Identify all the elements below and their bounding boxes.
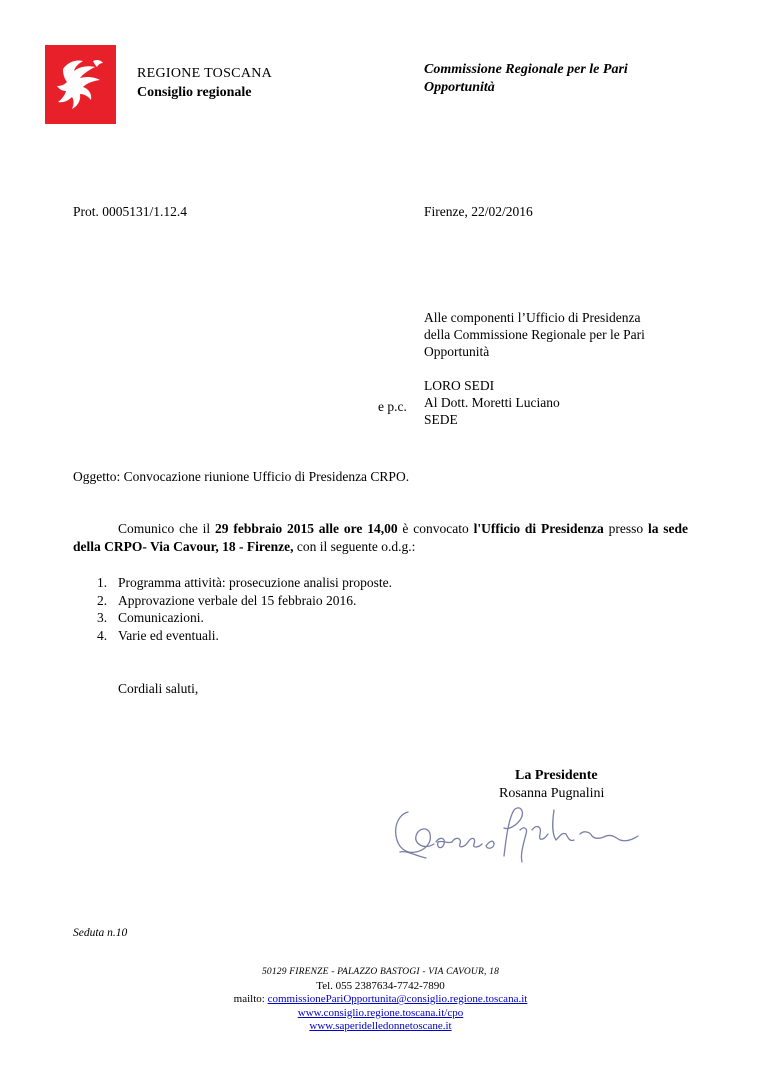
- signatory-title: La Presidente: [515, 768, 598, 783]
- footer: [0, 966, 761, 1034]
- body-text: Comunico che il: [118, 521, 216, 536]
- body-text: è convocato: [397, 521, 474, 536]
- header-organization: [137, 64, 272, 102]
- org-name: REGIONE TOSCANA: [137, 66, 273, 81]
- footer-phone: Tel. 055 2387634-7742-7890: [316, 979, 445, 992]
- signatory-name: Rosanna Pugnalini: [499, 786, 605, 801]
- epc-label: e p.c.: [378, 399, 407, 414]
- closing-greeting: Cordiali saluti,: [118, 681, 199, 696]
- recipient-line: SEDE: [424, 412, 458, 427]
- header-commission: [424, 61, 704, 97]
- footer-mail-row: [0, 993, 761, 1007]
- footer-email-link[interactable]: commissionePariOpportunita@consiglio.regione.toscana.it: [267, 993, 528, 1005]
- protocol-number: Prot. 0005131/1.12.4: [73, 204, 188, 219]
- session-number: Seduta n.10: [73, 927, 128, 939]
- regione-toscana-logo: [45, 45, 116, 124]
- footer-website-link-2[interactable]: www.saperidelledonnetoscane.it: [309, 1020, 452, 1032]
- body-office: l'Ufficio di Presidenza: [473, 521, 604, 536]
- recipient-line: Alle componenti l’Ufficio di Presidenza: [424, 310, 641, 325]
- agenda-item: 4. Varie ed eventuali.: [97, 627, 219, 643]
- agenda-item: 3. Comunicazioni.: [97, 610, 204, 625]
- body-venue: la sede della CRPO- Via Cavour, 18 - Firenze,: [73, 521, 689, 554]
- recipient-line: LORO SEDI: [424, 378, 495, 393]
- agenda-list: [73, 574, 392, 644]
- org-subtitle: Consiglio regionale: [137, 85, 252, 100]
- body-text: con il seguente o.d.g.:: [293, 539, 416, 554]
- footer-mail-label: mailto:: [233, 993, 268, 1005]
- footer-address: 50129 FIRENZE - PALAZZO BASTOGI - VIA CAVOUR, 18: [261, 967, 500, 977]
- commission-line-2: Opportunità: [424, 80, 495, 95]
- agenda-item: 1. Programma attività: prosecuzione analisi proposte.: [97, 575, 393, 590]
- body-date-time: 29 febbraio 2015 alle ore 14,00: [215, 521, 398, 536]
- recipient-line: Al Dott. Moretti Luciano: [424, 395, 560, 410]
- body-paragraph: [73, 520, 688, 556]
- body-text: presso: [603, 521, 648, 536]
- place-date: Firenze, 22/02/2016: [424, 204, 533, 219]
- recipient-line: Opportunità: [424, 344, 490, 359]
- commission-line-1: Commissione Regionale per le Pari: [424, 62, 628, 77]
- recipient-line: della Commissione Regionale per le Pari: [424, 327, 645, 342]
- subject-line: Oggetto: Convocazione riunione Ufficio di Presidenza CRPO.: [73, 469, 410, 484]
- handwritten-signature: [386, 800, 646, 870]
- agenda-item: 2. Approvazione verbale del 15 febbraio 2016.: [97, 592, 357, 608]
- footer-website-link[interactable]: www.consiglio.regione.toscana.it/cpo: [297, 1006, 464, 1019]
- recipients-block: [424, 309, 714, 428]
